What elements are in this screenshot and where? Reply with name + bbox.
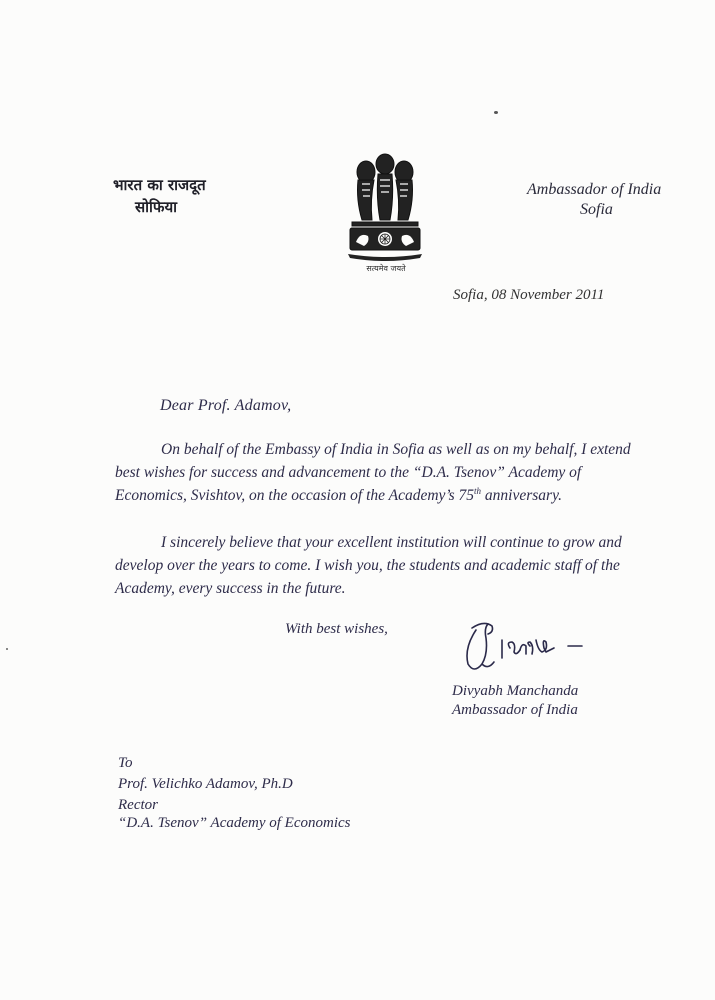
recipient-institution: “D.A. Tsenov” Academy of Economics [118, 815, 351, 831]
body-paragraph-2-text: I sincerely believe that your excellent institution will continue to grow and develop over the years to come. I wish you, the students and academic staff of the Academy, every success in the future. [115, 534, 622, 597]
recipient-name: Prof. Velichko Adamov, Ph.D [118, 776, 293, 792]
emblem-motto: सत्यमेव जयते [366, 264, 406, 273]
body-paragraph-1-text: On behalf of the Embassy of India in Sofia as well as on my behalf, I extend best wishes for success and advancement to the “D.A. Tsenov” Academy of Economics, Svishtov, on the occasion of the Academy’s 75 [115, 441, 631, 504]
body-paragraph-1-end: anniversary. [481, 487, 562, 504]
hindi-city: सोफिया [135, 198, 178, 216]
body-paragraph-1 [115, 438, 635, 507]
recipient-role: Rector [118, 797, 158, 813]
closing-line: With best wishes, [285, 621, 388, 637]
salutation: Dear Prof. Adamov, [160, 397, 292, 414]
letter-date: Sofia, 08 November 2011 [453, 287, 605, 303]
signatory-name: Divyabh Manchanda [452, 683, 579, 699]
letterhead-city: Sofia [580, 201, 613, 218]
ordinal-suffix: th [474, 485, 482, 496]
hindi-title: भारत का राजदूत [113, 176, 206, 194]
ambassador-title: Ambassador of India [527, 181, 662, 198]
paper-speck [494, 111, 498, 114]
paper-speck [6, 648, 8, 650]
national-emblem-icon [340, 150, 430, 270]
body-paragraph-2 [115, 531, 635, 600]
handwritten-signature [458, 618, 598, 678]
recipient-to: To [118, 755, 133, 771]
signatory-title: Ambassador of India [452, 702, 578, 718]
